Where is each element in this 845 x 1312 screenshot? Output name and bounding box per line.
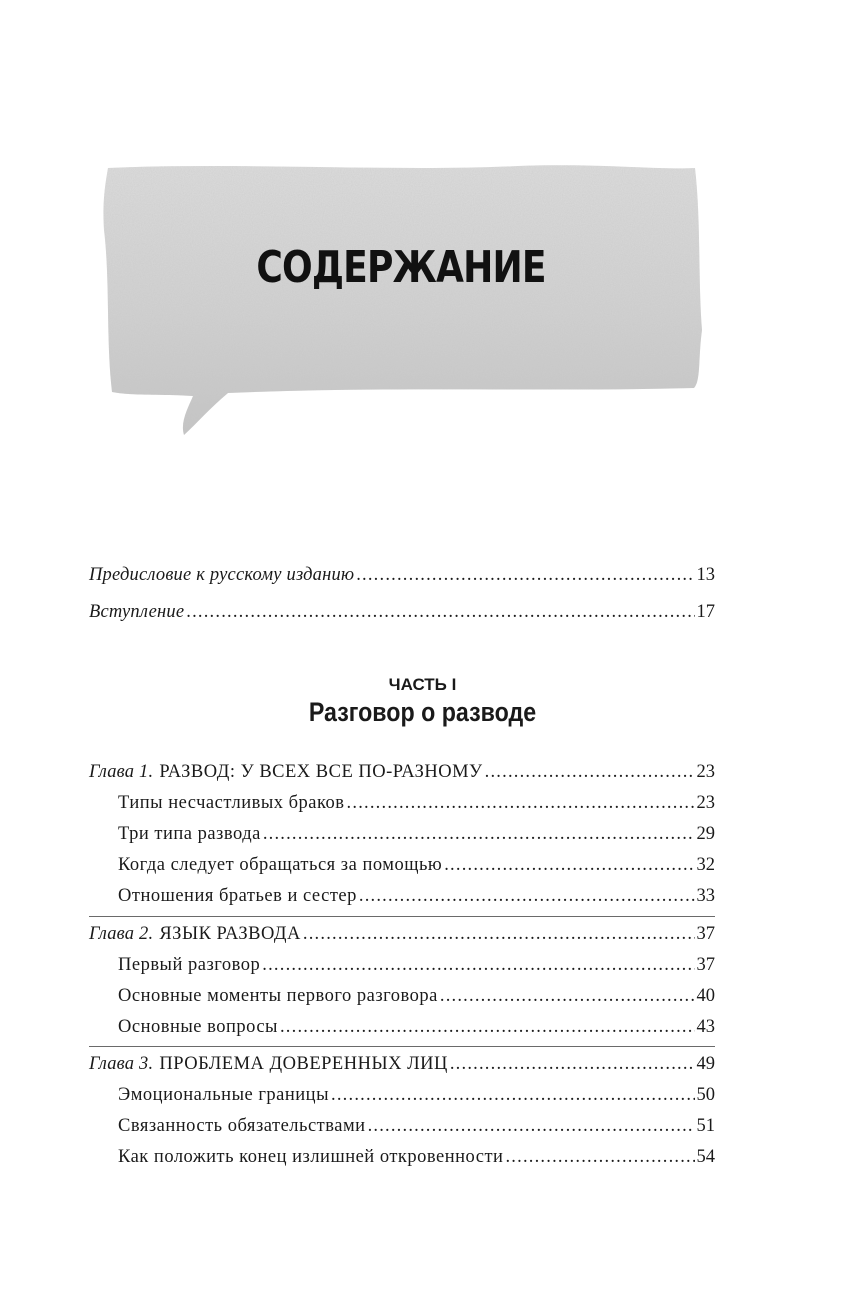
toc-page-number: 32 [696, 855, 715, 875]
toc-entry-title: Вступление [89, 602, 185, 622]
chapter-divider [89, 1046, 715, 1047]
toc-page-number: 49 [696, 1054, 715, 1074]
toc-page-number: 37 [696, 924, 715, 944]
toc-page-number: 17 [696, 602, 715, 622]
chapter-title: ЯЗЫК РАЗВОДА [159, 924, 301, 944]
chapter-prefix: Глава 1. [89, 762, 154, 782]
dot-leader [368, 1113, 695, 1139]
part-title: Разговор о разводе [308, 697, 537, 727]
dot-leader [450, 1051, 695, 1077]
toc-page-number: 13 [696, 565, 715, 585]
toc-section[interactable] [118, 1144, 715, 1170]
dot-leader [505, 1144, 694, 1170]
part-label: ЧАСТЬ I [388, 675, 457, 694]
toc-page-number: 29 [696, 824, 715, 844]
section-title: Основные вопросы [118, 1017, 278, 1037]
toc-page-number: 54 [696, 1147, 715, 1167]
dot-leader [485, 759, 695, 785]
chapter-divider [89, 916, 715, 917]
section-title: Три типа развода [118, 824, 261, 844]
chapter-prefix: Глава 2. [89, 924, 154, 944]
toc-page-number: 23 [696, 793, 715, 813]
toc-page-number: 50 [696, 1085, 715, 1105]
dot-leader [444, 852, 694, 878]
toc-section[interactable] [118, 883, 715, 909]
toc-section[interactable] [118, 1113, 715, 1139]
section-title: Связанность обязательствами [118, 1116, 366, 1136]
dot-leader [356, 562, 694, 588]
toc-chapter-2[interactable] [89, 921, 715, 947]
dot-leader [359, 883, 695, 909]
dot-leader [303, 921, 695, 947]
toc-chapter-1[interactable] [89, 759, 715, 785]
chapter-prefix: Глава 3. [89, 1054, 154, 1074]
toc-section[interactable] [118, 952, 715, 978]
section-title: Типы несчастливых браков [118, 793, 345, 813]
toc-section[interactable] [118, 852, 715, 878]
section-title: Эмоциональные границы [118, 1085, 330, 1105]
toc-page-number: 40 [696, 986, 715, 1006]
dot-leader [347, 790, 695, 816]
section-title: Как положить конец излишней откровенности [118, 1147, 504, 1167]
dot-leader [263, 821, 695, 847]
toc-page-number: 33 [696, 886, 715, 906]
toc-section[interactable] [118, 983, 715, 1009]
toc-entry-title: Предисловие к русскому изданию [89, 565, 355, 585]
section-title: Первый разговор [118, 955, 261, 975]
dot-leader [262, 952, 694, 978]
section-title: Когда следует обращаться за помощью [118, 855, 443, 875]
title-banner [98, 160, 704, 445]
page-title: СОДЕРЖАНИЕ [256, 242, 546, 293]
section-title: Основные моменты первого разговора [118, 986, 438, 1006]
chapter-title: ПРОБЛЕМА ДОВЕРЕННЫХ ЛИЦ [159, 1054, 448, 1074]
toc-page-number: 37 [696, 955, 715, 975]
section-title: Отношения братьев и сестер [118, 886, 357, 906]
toc-section[interactable] [118, 790, 715, 816]
toc-section[interactable] [118, 821, 715, 847]
toc-chapter-3[interactable] [89, 1051, 715, 1077]
dot-leader [186, 599, 694, 625]
dot-leader [440, 983, 695, 1009]
dot-leader [331, 1082, 694, 1108]
dot-leader [280, 1014, 695, 1040]
toc-section[interactable] [118, 1082, 715, 1108]
toc-entry-preface[interactable] [89, 562, 715, 588]
toc-page-number: 23 [696, 762, 715, 782]
toc-section[interactable] [118, 1014, 715, 1040]
toc-entry-introduction[interactable] [89, 599, 715, 625]
chapter-title: РАЗВОД: У ВСЕХ ВСЕ ПО-РАЗНОМУ [159, 762, 483, 782]
speech-bubble-shape [98, 160, 704, 445]
toc-page-number: 51 [696, 1116, 715, 1136]
toc-page-number: 43 [696, 1017, 715, 1037]
